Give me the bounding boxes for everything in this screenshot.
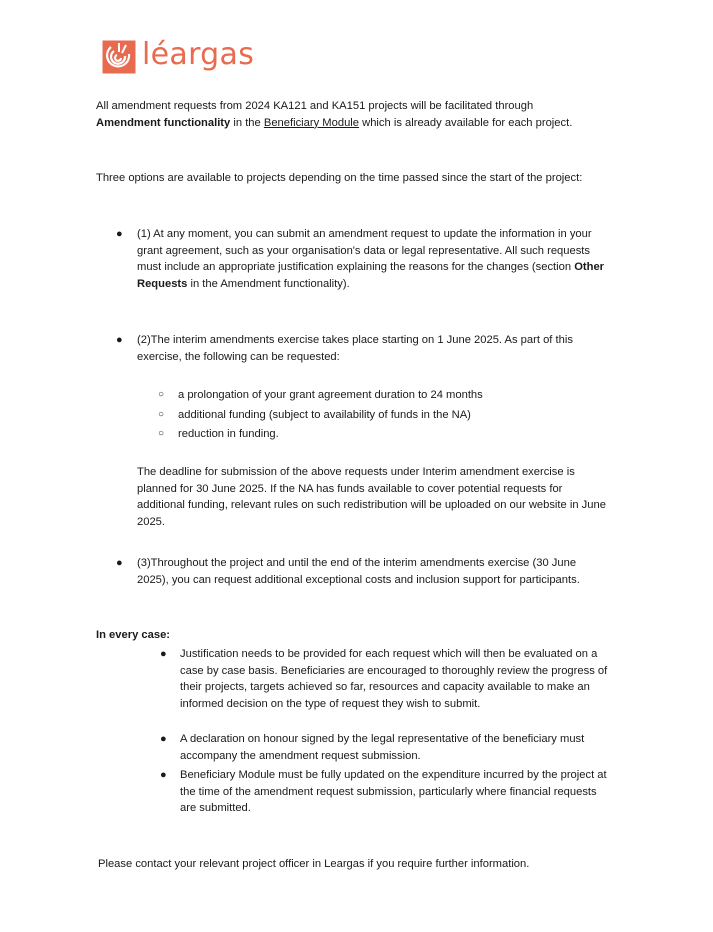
option-3-item [116,555,607,588]
circle-bullet-icon: ○ [158,428,165,439]
intro-line-end: which is already available for each project. [359,116,573,129]
every-case-heading: In every case: [96,629,171,641]
sub-item-text: a prolongation of your grant agreement duration to 24 months [178,389,483,401]
every-case-text: Beneficiary Module must be fully updated on the expenditure incurred by the project at the time of the amendment request submission, particularly where financial requests are submitted. [180,769,607,814]
option-2-text: (2)The interim amendments exercise takes place starting on 1 June 2025. As part of this exercise, the following can be requested: [137,334,573,363]
every-case-text: Justification needs to be provided for each request which will then be evaluated on a case by case basis. Beneficiaries are encouraged to thoroughly review the progress of their projects, targets achieved so far, resources and capacity available to make an informed decision on the type of request they wish to submit. [180,648,608,710]
every-case-item [160,731,610,764]
bullet-icon: ● [160,733,167,745]
every-case-text: A declaration on honour signed by the legal representative of the beneficiary must accompany the amendment request submission. [180,733,585,762]
circle-bullet-icon: ○ [158,409,165,420]
deadline-paragraph: The deadline for submission of the above requests under Interim amendment exercise is planned for 30 June 2025. If the NA has funds available to cover potential requests for additional funding, relevant rules on such redistribution will be uploaded on our website in June 2025. [137,466,606,528]
bullet-icon: ● [116,557,123,569]
bullet-icon: ● [160,648,167,660]
sub-item-text: reduction in funding. [178,428,279,440]
intro-paragraph [96,98,616,131]
option-1-item [116,226,607,292]
sub-list-item [158,387,598,404]
logo-wordmark: léargas [142,37,255,72]
sub-item-text: additional funding (subject to availability of funds in the NA) [178,409,471,421]
intro-line-start: All amendment requests from 2024 KA121 and KA151 projects will be facilitated through [96,100,534,112]
intro-bold-term: Amendment functionality [96,116,231,129]
sub-list-item [158,426,598,443]
leargas-logo [102,39,254,75]
contact-footer: Please contact your relevant project officer in Leargas if you require further information. [98,858,530,870]
intro-mid: in the [230,116,264,129]
options-intro: Three options are available to projects depending on the time passed since the start of the project: [96,172,583,184]
every-case-item [160,646,610,712]
leargas-logo-icon [102,40,136,74]
option-1-bold: Other Requests [137,261,605,290]
circle-bullet-icon: ○ [158,389,165,400]
option-2-item [116,332,607,365]
bullet-icon: ● [160,769,167,781]
option-3-text: (3)Throughout the project and until the end of the interim amendments exercise (30 June 2025), you can request additional exceptional costs and inclusion support for participants. [137,557,580,586]
every-case-item [160,767,610,817]
bullet-icon: ● [116,228,123,240]
option-1-text-end: in the Amendment functionality). [187,277,350,290]
bullet-icon: ● [116,334,123,346]
sub-list-item [158,407,598,424]
option-1-text-start: (1) At any moment, you can submit an amendment request to update the information in your grant agreement, such as your organisation's data or legal representative. All such requests must include an appropriate justification explaining the reasons for the changes (section [137,228,592,273]
beneficiary-module-link-text: Beneficiary Module [263,116,360,129]
